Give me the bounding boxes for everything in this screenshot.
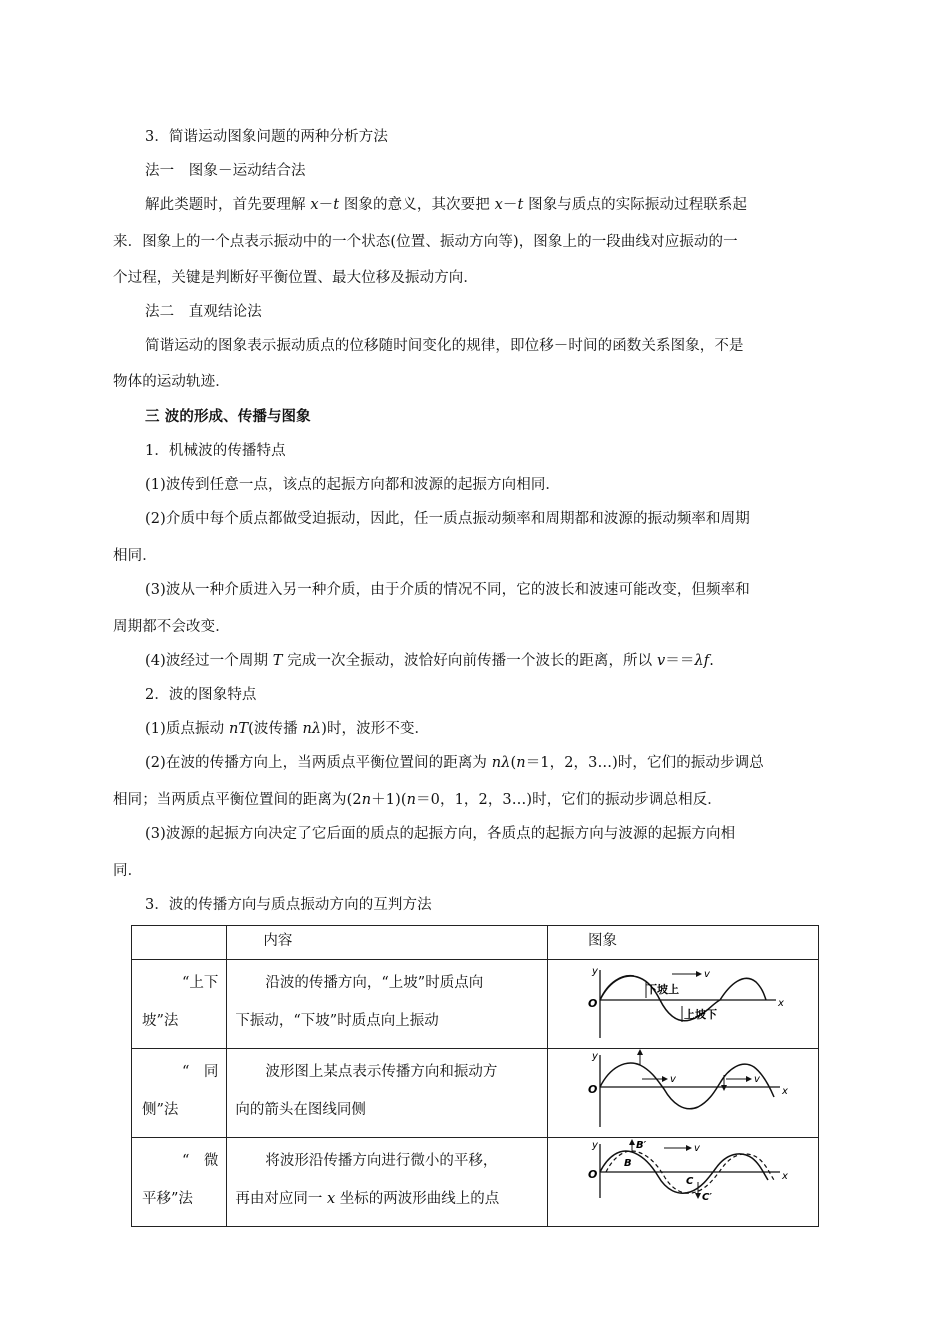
vibration-arrowhead-2 xyxy=(721,1085,727,1091)
paragraph-3-line1: (3)波从一种介质进入另一种介质，由于介质的情况不同，它的波长和波速可能改变，但频率和 xyxy=(145,582,750,598)
x-label: x xyxy=(777,998,784,1009)
method1-line3: 个过程，关键是判断好平衡位置、最大位移及振动方向． xyxy=(113,270,478,286)
downslope-label: 下坡上 xyxy=(645,983,679,996)
slope-method-figure xyxy=(548,960,818,1044)
row-content: 沿波的传播方向，“上坡”时质点向 下振动，“下坡”时质点向上振动 xyxy=(227,960,548,1049)
wave-point-3-line2: 同． xyxy=(113,863,143,879)
method2-line2: 物体的运动轨迹． xyxy=(113,374,230,390)
table-row xyxy=(132,960,819,1049)
method2-title: 法二 直观结论法 xyxy=(145,304,262,320)
velocity-label-2: v xyxy=(753,1074,760,1085)
row-content: 波形图上某点表示传播方向和振动方 向的箭头在图线同侧 xyxy=(227,1049,548,1138)
velocity-label-1: v xyxy=(669,1074,676,1085)
subheading-1: 1．机械波的传播特点 xyxy=(145,443,286,459)
table-header-row xyxy=(132,926,819,960)
row-figure xyxy=(547,1049,818,1138)
table-row xyxy=(132,1049,819,1138)
point-bprime-label: B′ xyxy=(635,1140,647,1151)
method2-line1: 简谐运动的图象表示振动质点的位移随时间变化的规律，即位移－时间的函数关系图象，不是 xyxy=(145,338,744,354)
c-arrowhead xyxy=(695,1193,701,1199)
x-label: x xyxy=(781,1086,788,1097)
table-row xyxy=(132,1138,819,1227)
b-arrowhead xyxy=(629,1139,635,1145)
paragraph-1: (1)波传到任意一点，该点的起振方向都和波源的起振方向相同． xyxy=(145,477,561,493)
row-label: “ 同 侧”法 xyxy=(132,1049,227,1138)
velocity-label: v xyxy=(693,1143,700,1154)
table-header-content: 内容 xyxy=(227,926,548,960)
wave-point-2-line1: (2)在波的传播方向上，当两质点平衡位置间的距离为 nλ(n＝1，2，3…)时，它们的振动步调总 xyxy=(145,755,764,771)
table-header-figure: 图象 xyxy=(547,926,818,960)
y-label: y xyxy=(591,1051,598,1062)
wave-point-1: (1)质点振动 nT(波传播 nλ)时，波形不变． xyxy=(145,721,430,737)
row-label: “上下 坡”法 xyxy=(132,960,227,1049)
velocity-arrowhead xyxy=(686,1145,692,1151)
wave-start xyxy=(600,976,634,1000)
y-label: y xyxy=(591,1140,598,1151)
row-label: “ 微 平移”法 xyxy=(132,1138,227,1227)
point-c-label: C xyxy=(685,1176,694,1187)
wave-curve xyxy=(600,976,766,1021)
point-cprime-label: C′ xyxy=(701,1192,712,1203)
velocity-arrowhead-2 xyxy=(746,1076,752,1082)
velocity-label: v xyxy=(703,969,710,980)
upslope-label: 上坡下 xyxy=(683,1008,717,1021)
methods-table xyxy=(131,925,819,1227)
origin-label: O xyxy=(587,1168,598,1181)
velocity-arrowhead xyxy=(696,971,702,977)
y-label: y xyxy=(591,966,598,977)
vibration-arrowhead-1 xyxy=(637,1049,643,1055)
paragraph-2-line1: (2)介质中每个质点都做受迫振动，因此，任一质点振动频率和周期都和波源的振动频率和周期 xyxy=(145,511,750,527)
wave-point-3-line1: (3)波源的起振方向决定了它后面的质点的起振方向，各质点的起振方向与波源的起振方向相 xyxy=(145,826,736,842)
subheading-3: 3．波的传播方向与质点振动方向的互判方法 xyxy=(145,897,432,913)
point-b-label: B xyxy=(623,1158,632,1169)
origin-label: O xyxy=(587,1083,598,1096)
velocity-arrowhead-1 xyxy=(662,1076,668,1082)
row-content: 将波形沿传播方向进行微小的平移， 再由对应同一 x 坐标的两波形曲线上的点 xyxy=(227,1138,548,1227)
paragraph-2-line2: 相同． xyxy=(113,548,157,564)
paragraph-3-line2: 周期都不会改变． xyxy=(113,619,230,635)
origin-label: O xyxy=(587,997,598,1010)
section-heading: 3．简谐运动图象问题的两种分析方法 xyxy=(145,129,388,145)
table-header-empty xyxy=(132,926,227,960)
method1-title: 法一 图象－运动结合法 xyxy=(145,163,306,179)
shift-method-figure xyxy=(548,1138,818,1222)
wave-curve xyxy=(600,1063,774,1109)
x-label: x xyxy=(781,1171,788,1182)
row-figure xyxy=(547,960,818,1049)
row-figure xyxy=(547,1138,818,1227)
method1-line2: 来．图象上的一个点表示振动中的一个状态(位置、振动方向等)，图象上的一段曲线对应振动的一 xyxy=(113,234,738,250)
subheading-2: 2．波的图象特点 xyxy=(145,687,257,703)
same-side-figure xyxy=(548,1049,818,1133)
paragraph-4: (4)波经过一个周期 T 完成一次全振动，波恰好向前传播一个波长的距离，所以 v＝＝λf. xyxy=(145,653,714,669)
wave-point-2-line2: 相同；当两质点平衡位置间的距离为(2n＋1)(n＝0，1，2，3…)时，它们的振动步调总相反． xyxy=(113,792,722,808)
part3-title: 三 波的形成、传播与图象 xyxy=(145,408,311,425)
method1-line1: 解此类题时，首先要理解 x－t 图象的意义，其次要把 x－t 图象与质点的实际振动过程联系起 xyxy=(145,197,748,213)
